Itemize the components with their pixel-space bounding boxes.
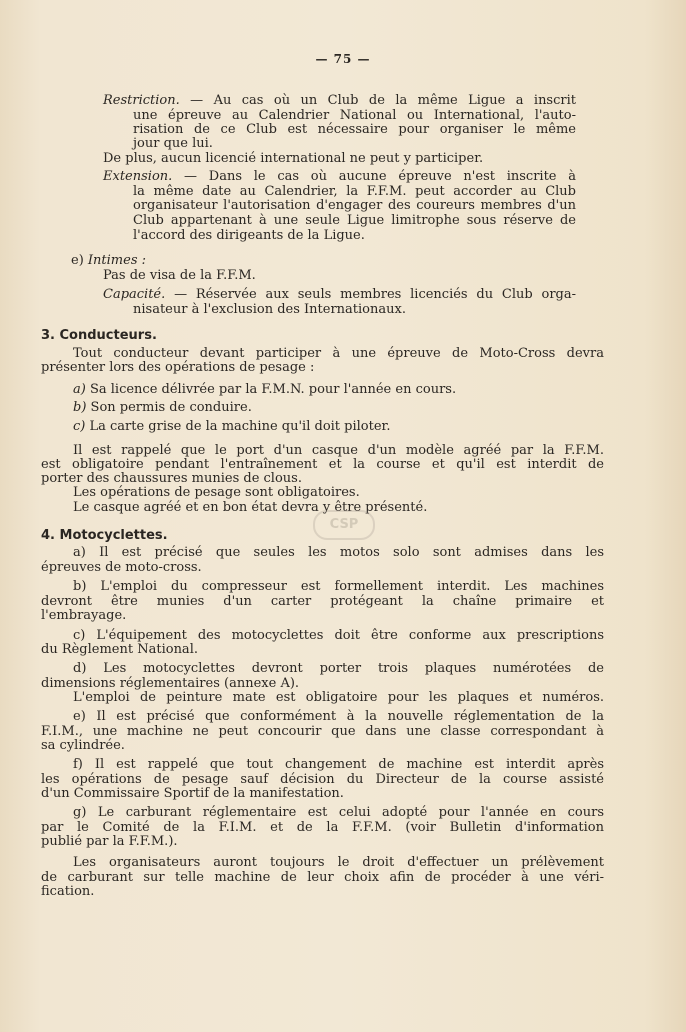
section-4-c-2: du Règlement National. [41, 642, 198, 657]
intimes-label: Intimes : [87, 253, 146, 268]
section-3-intro-2: présenter lors des opérations de pesage : [41, 360, 315, 375]
section-3-casque-2: est obligatoire pendant l'entraînement et la course et qu'il est interdit de [41, 457, 604, 472]
section-4-b-1: b) L'emploi du compresseur est formellement interdit. Les machines [73, 579, 604, 594]
extension-label: Extension. [103, 169, 173, 184]
section-4-g-2: par le Comité de la F.I.M. et de la F.F.M. (voir Bulletin d'information [41, 820, 604, 835]
extension-line-5: l'accord des dirigeants de la Ligue. [133, 228, 365, 243]
section-3-title: 3. Conducteurs. [41, 328, 157, 343]
capacite-line-1: Capacité. — Réservée aux seuls membres licenciés du Club orga- [103, 287, 576, 302]
section-4-b-2: devront être munies d'un carter protégeant la chaîne primaire et [41, 594, 604, 609]
extension-line-4: Club appartenant à une seule Ligue limitrophe sous réserve de [133, 213, 576, 228]
section-4-f-2: les opérations de pesage sauf décision du Directeur de la course assisté [41, 772, 604, 787]
de-plus-line: De plus, aucun licencié international ne peut y participer. [103, 151, 484, 166]
section-3-casque-1: Il est rappelé que le port d'un casque d'un modèle agréé par la F.F.M. [73, 443, 604, 458]
section-4-g-3: publié par la F.F.M.). [41, 834, 178, 849]
restriction-line-4: jour que lui. [133, 136, 213, 151]
page-number: — 75 — [315, 52, 371, 66]
section-4-c-1: c) L'équipement des motocyclettes doit être conforme aux prescriptions [73, 628, 604, 643]
section-4-g-1: g) Le carburant réglementaire est celui adopté pour l'année en cours [73, 805, 604, 820]
intimes-heading: e) Intimes : [71, 253, 146, 268]
section-3-intro-1: Tout conducteur devant participer à une épreuve de Moto-Cross devra [73, 346, 604, 361]
section-4-e-1: e) Il est précisé que conformément à la nouvelle réglementation de la [73, 709, 604, 724]
section-3-item-a: a) Sa licence délivrée par la F.M.N. pour l'année en cours. [73, 382, 457, 397]
section-4-b-3: l'embrayage. [41, 608, 127, 623]
capacite-label: Capacité. [103, 287, 166, 302]
restriction-label: Restriction. [103, 93, 180, 108]
section-3-casque-agree: Le casque agréé et en bon état devra y être présenté. [73, 500, 428, 515]
intimes-visa: Pas de visa de la F.F.M. [103, 268, 256, 283]
section-4-f-3: d'un Commissaire Sportif de la manifestation. [41, 786, 344, 801]
section-3-pesage: Les opérations de pesage sont obligatoires. [73, 485, 360, 500]
section-4-title: 4. Motocyclettes. [41, 528, 168, 543]
section-4-d-2: dimensions réglementaires (annexe A). [41, 676, 300, 691]
section-4-d-1: d) Les motocyclettes devront porter trois plaques numérotées de [73, 661, 604, 676]
section-4-a-1: a) Il est précisé que seules les motos solo sont admises dans les [73, 545, 604, 560]
section-3-item-c: c) La carte grise de la machine qu'il doit piloter. [73, 419, 391, 434]
restriction-line-3: risation de ce Club est nécessaire pour organiser le même [133, 122, 576, 137]
library-stamp-watermark: CSP [313, 510, 375, 540]
capacite-line-2: nisateur à l'exclusion des Internationaux. [133, 302, 406, 317]
section-4-f-1: f) Il est rappelé que tout changement de machine est interdit après [73, 757, 604, 772]
section-4-peinture: L'emploi de peinture mate est obligatoire pour les plaques et numéros. [73, 690, 604, 705]
extension-line-1: Extension. — Dans le cas où aucune épreuve n'est inscrite à [103, 169, 576, 184]
section-3-casque-3: porter des chaussures munies de clous. [41, 471, 302, 486]
section-4-a-2: épreuves de moto-cross. [41, 560, 202, 575]
restriction-line-1: Restriction. — Au cas où un Club de la même Ligue a inscrit [103, 93, 576, 108]
extension-line-2: la même date au Calendrier, la F.F.M. peut accorder au Club [133, 184, 576, 199]
section-4-final-2: de carburant sur telle machine de leur choix afin de procéder à une véri- [41, 870, 604, 885]
section-4-e-2: F.I.M., une machine ne peut concourir que dans une classe correspondant à [41, 724, 604, 739]
section-4-final-1: Les organisateurs auront toujours le droit d'effectuer un prélèvement [73, 855, 604, 870]
section-4-e-3: sa cylindrée. [41, 738, 125, 753]
extension-line-3: organisateur l'autorisation d'engager des coureurs membres d'un [133, 198, 576, 213]
section-3-item-b: b) Son permis de conduire. [73, 400, 252, 415]
section-4-final-3: fication. [41, 884, 95, 899]
restriction-line-2: une épreuve au Calendrier National ou International, l'auto- [133, 108, 576, 123]
